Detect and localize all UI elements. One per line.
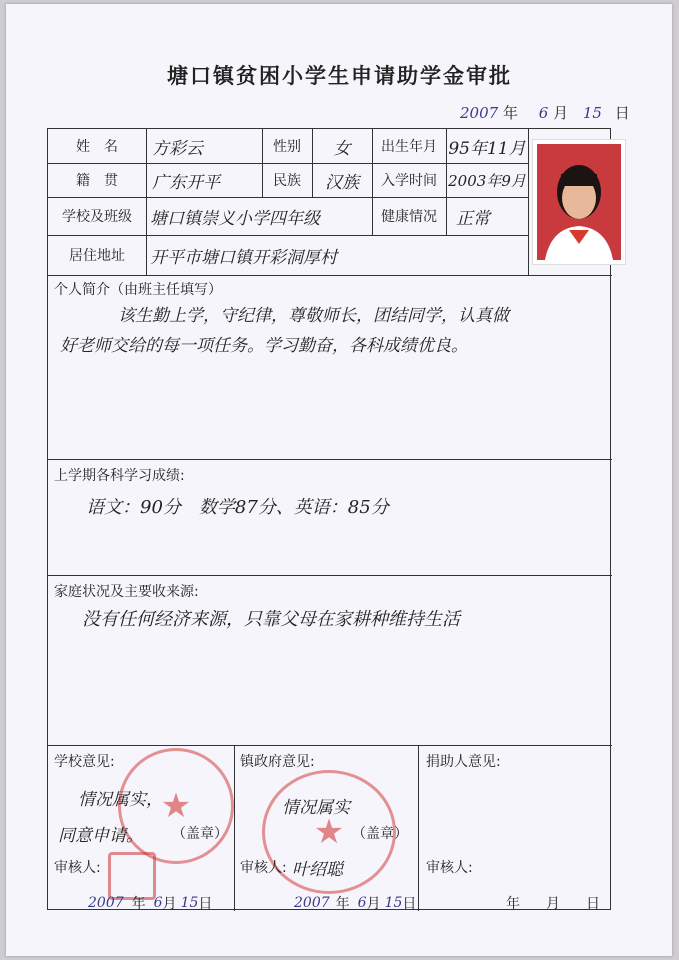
address-value: 开平市塘口镇开彩洞厚村 <box>150 247 337 268</box>
name-value: 方彩云 <box>152 138 203 159</box>
school-opinion-line-1: 情况属实， <box>78 789 163 810</box>
donor-date: 年 月 日 <box>506 896 600 912</box>
name-label: 姓 名 <box>76 139 118 155</box>
grades-value: 语文：90分 数学87分、英语：85分 <box>86 497 389 518</box>
gender-label: 性别 <box>273 139 301 155</box>
donor-opinion-label: 捐助人意见: <box>426 754 501 770</box>
birth-value: 95年11月 <box>448 138 526 159</box>
town-date: 2007 年 6 月 15 日 <box>294 895 417 912</box>
enroll-label: 入学时间 <box>381 173 437 189</box>
school-stamp-label: （盖章） <box>172 826 228 842</box>
native-value: 广东开平 <box>152 172 220 193</box>
ethnic-label: 民族 <box>273 173 301 189</box>
donor-reviewer-label: 审核人: <box>426 860 473 876</box>
form-title: 塘口镇贫困小学生申请助学金审批 <box>167 64 512 88</box>
birth-label: 出生年月 <box>381 139 437 155</box>
address-label: 居住地址 <box>69 248 125 264</box>
family-value: 没有任何经济来源，只靠父母在家耕种维持生活 <box>82 609 460 630</box>
health-value: 正常 <box>456 208 490 229</box>
star-icon: ★ <box>160 786 192 826</box>
school-reviewer-label: 审核人: <box>54 860 101 876</box>
town-stamp-label: （盖章） <box>352 826 408 842</box>
enroll-value: 2003年9月 <box>448 171 526 190</box>
town-reviewer-label: 审核人: <box>240 860 287 876</box>
school-class-label: 学校及班级 <box>62 209 132 225</box>
school-opinion-line-2: 同意申请。 <box>58 825 143 846</box>
gender-value: 女 <box>333 138 351 159</box>
school-date: 2007 年 6 月 15 日 <box>88 895 213 912</box>
header-date: 2007 年 6 月 15 日 <box>460 104 630 122</box>
family-label: 家庭状况及主要收来源: <box>54 584 199 600</box>
intro-label: 个人简介（由班主任填写） <box>54 282 222 298</box>
school-opinion-label: 学校意见: <box>54 754 115 770</box>
intro-line-1: 该生勤上学，守纪律，尊敬师长，团结同学，认真做 <box>118 305 509 326</box>
star-icon: ★ <box>313 812 345 852</box>
town-opinion-label: 镇政府意见: <box>240 754 315 770</box>
ethnic-value: 汉族 <box>325 172 359 193</box>
intro-line-2: 好老师交给的每一项任务。学习勤奋，各科成绩优良。 <box>60 335 468 356</box>
grades-label: 上学期各科学习成绩: <box>54 468 185 484</box>
town-reviewer-value: 叶绍聪 <box>292 859 343 880</box>
school-class-value: 塘口镇崇义小学四年级 <box>150 208 320 229</box>
town-opinion-value: 情况属实 <box>282 797 350 818</box>
health-label: 健康情况 <box>381 209 437 225</box>
native-label: 籍 贯 <box>76 173 118 189</box>
student-photo <box>532 139 626 265</box>
